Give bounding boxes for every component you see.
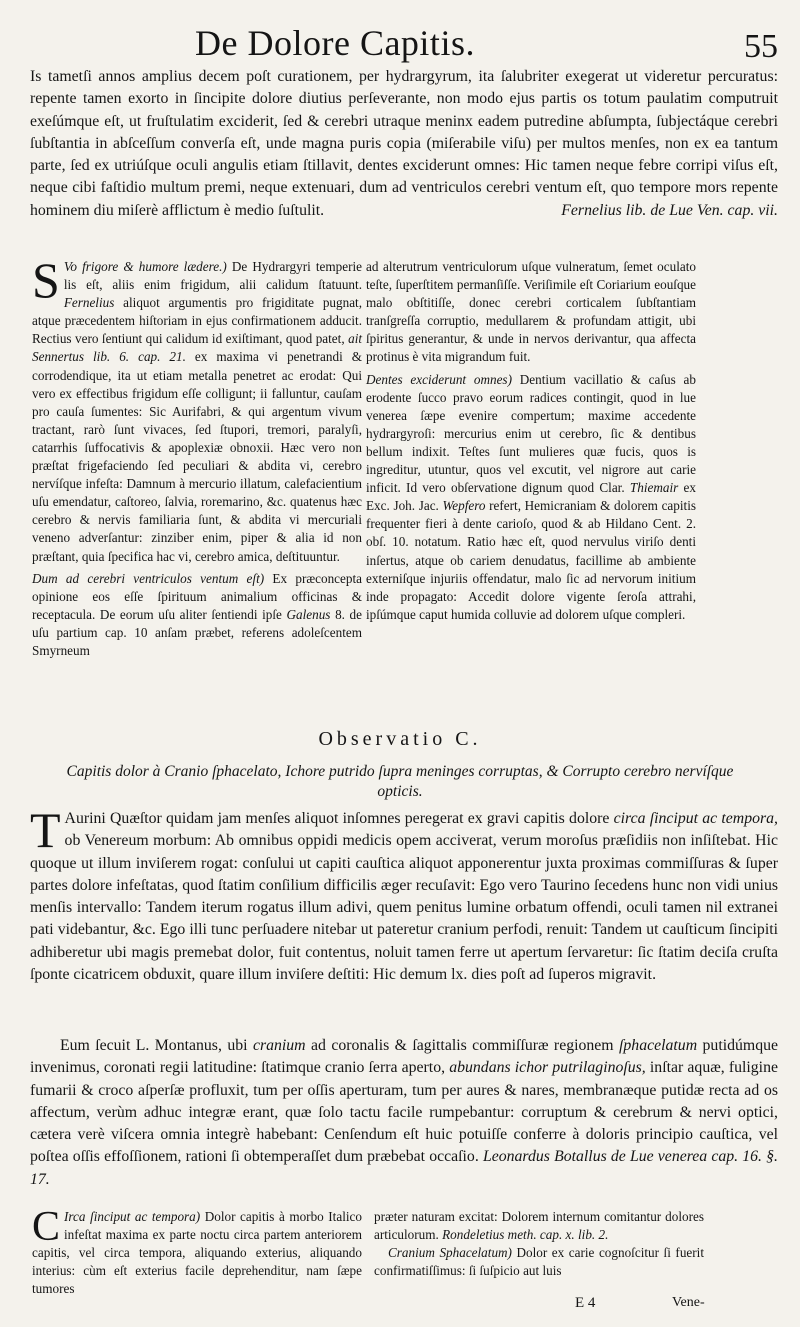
commentary-paragraph [366,371,696,624]
commentary-text: Dolor ex carie cognoſcitur ſi fuerit confirmatiſſimus: ſi ſuſpicio aut luis [374,1245,704,1278]
author-name: Thiemair [629,480,679,496]
commentary-text: Dentium vacillatio & caſus ab erodente ſucco pravo eorum radices contingit, quod in lue venerea ſæpe evenire compertum; maxime accedente hydrargyroſi: mercurius enim ut cerebro, ſic & dentibus bellum indixit. Teſtes ſunt mulieres quæ fucis, quos is ingreditur, utuntur, quos vel excutit, vel nigrore aut carie inficit. Id vero obſervatione dignum quod Clar. [366,371,696,496]
observation-text: ob Venereum morbum: Ab omnibus oppidi medicis opem acciverat, verum moroſus præſidiis non inſiſtebat. Hic quoque ut illum inviſerem rogat: conſului ut capiti cauſtica aliquot apponerentur juxta proximas commiſſuras & ſuper partes dolore infeſtatas, quod ſtatim conſilium difficilis æger recuſavit: Ego vero Taurino ſecedens hunc non vidi unius menſis intervallo: Tandem iterum rogatus illum adivi, quem penitus lumine orbatum offendi, oculi tamen nil extranei pati videbantur, &c. Ego illi tunc perſuadere nitebar ut pateretur cranium perfodi, renuit: Tandem ut cauſticum ſincipiti adhiberetur ubi magis premebat dolor, fuit contentus, noluit tamen ferre ut apertum ſervaretur: ſic ſtatim deciſa cruſta ſponte cicatricem obduxit, quare illum inviſere deſtiti: Hic demum lx. dies poſt ad ſuperos migravit. [30,832,778,984]
commentary-text: refert, Hemicraniam & dolorem capitis frequenter fieri à dente carioſo, quod & ab Hildano Cent. 2. obſ. 10. notatum. Ratio hæc eſt, quod nervulus viriſo denti inſertus, atque ob cariem denudatus, facillime ab ambiente externiſque injuriis offendatur, malo ſic ad nervorum initium inde propagato: Accedit dolore vigente ſeroſa attrahi, ipſúmque caput humida colluvie ad dolorem uſque compleri. [366,498,696,622]
commentary-text: præter naturam excitat: Dolorem internum comitantur dolores articulorum. [374,1209,704,1242]
observation-paragraph [30,802,778,986]
observation-text: Aurini Quæſtor quidam jam menſes aliquot inſomnes peregerat ex gravi capitis dolore [64,810,610,827]
commentary-left-column [32,252,363,664]
commentary-paragraph [32,252,363,566]
lemma: Dum ad cerebri ventriculos ventum eſt) [32,570,265,586]
top-paragraph [30,66,778,222]
observation-text: inſtar aquæ, fuligine fumarii & croco aſperſæ profluxit, tum per oſſis aperturam, tum per aures & nares, membranæque putidæ recta ad os affectum, verùm adhuc integræ erant, quæ ſolo tactu facile rumpebantur: corruptum & cerebrum & nervi optici, cætera verè viſcera omnia integrè habebant: Cenſendum eſt huic potuiſſe conferre à doloris principio cauſtica, vel poſtea oſſis effoſſionem, rationi ſi obtemperaſſet dum præbebat occaſio. [30,1059,778,1166]
top-paragraph-citation: Fernelius lib. de Lue Ven. cap. vii. [561,201,778,219]
observation-italic: abundans ichor putrilaginoſus, [449,1059,646,1077]
drop-cap: S [32,252,60,308]
observation-paragraph [30,1035,778,1191]
commentary-text: ad alterutrum ventriculorum uſque vulneratum, ſemet oculato teſte, ſuperſtitem permanſiſſe. Veriſimile eſt Coriarium eouſque malo obſtitiſſe, donec cerebri corticalem ſubſtantiam tranſgreſſa corruptio, medullarem & profundam attigit, ubi ſpiritus generantur, & unde in nervos derivantur, qua affecta protinus è vita migrandum fuit. [366,259,696,365]
drop-cap: C [32,1204,61,1250]
author-reference: ait Sennertus lib. 6. cap. 21. [32,331,363,365]
observation-citation: Leonardus Botallus de Lue venerea cap. 16. §. 17. [30,1148,779,1188]
commentary-paragraph [366,258,696,367]
top-paragraph-text: Is tametſi annos amplius decem poſt curationem, per hydrargyrum, ita ſalubriter exegerat ut videretur percuratus: repente tamen exorto in ſincipite dolore diutius perſeverante, non modo ejus partis os totum paulatim computruit exeſúmque eſt, ut fruſtulatim exciderit, ſed & cerebri utraque meninx eadem putredine abſumpta, ſubjectáque cerebri ſubſtantia in abſceſſum converſa eſt, unde magna puris copia (miſerabile viſu) per multos menſes, non ex ea tantum parte, ſed ex utriúſque oculi angulis etiam ſtillavit, dentes exciderunt omnes: Hic tamen neque febre corripi viſus eſt, neque cibi faſtidio multum premi, neque extenuari, dum ad ventriculos cerebri ventum eſt, quo tempore mors repente hominem diu miſerè afflictum è medio ſuſtulit. [30,68,778,219]
observation-body [30,802,778,986]
observation-text: Eum ſecuit L. Montanus, ubi [60,1037,248,1054]
page-number: 55 [744,28,778,65]
catchword: Vene- [672,1295,705,1310]
running-title: De Dolore Capitis. [195,23,475,63]
observation-italic: ſphacelatum [619,1037,698,1054]
signature-mark: E 4 [575,1295,596,1311]
lemma: Vo frigore & humore lædere.) [63,259,227,274]
commentary-text: ex maxima vi penetrandi & corrodendique, ita ut etiam metalla penetret ac erodat: Qui vero ex effectibus frigidum eſſe colligunt; ii falluntur, cauſam pro cauſa ſumentes: Sic Aurifabri, & qui argentum vivum tractant, rarò ſunt vivaces, ſed ſtupori, tremori, paralyſi, catarrhis ſuffocativis & apoplexiæ obnoxii. Hæc vero non præſtat frigefaciendo ſed peculiari & abdita vi, cerebro nervíſque infeſta: Damnum à mercurio illatum, calefacientium uſu emendatur, caſtoreo, ſalvia, roremarino, &c. quatenus hæc cerebro & nervis familiaria ſunt, & abdita vi mercuriali veneno adverſantur: zinziber enim, piper & alia id non præſtant, quia ſpecifica hac vi, cerebro amica, deſtituuntur. [32,349,362,564]
page-header [0,14,800,70]
observation-subtitle: Capitis dolor à Cranio ſphacelato, Ichore putrido ſupra meninges corruptas, & Corrupto cerebro nervíſque opticis. [66,763,734,800]
lemma: Cranium Sphacelatum) [388,1245,512,1260]
observation-body-2 [30,1035,778,1191]
lemma: Irca ſinciput ac tempora) [64,1209,201,1224]
lemma: Dentes exciderunt omnes) [366,371,512,387]
citation: Rondeletius meth. cap. x. lib. 2. [442,1227,609,1242]
observation-text: ad coronalis & ſagittalis commiſſuræ regionem [311,1037,614,1054]
footer-right-column [374,1208,704,1280]
commentary-text: Ex præconcepta opinione eos eſſe ſpirituum animalium officinas & receptacula. De eorum uſu aliter ſentiendi ipſe [32,570,363,622]
author-name: Galenus [286,606,331,622]
commentary-text: 8. de uſu partium cap. 10 anſam præbet, referens adoleſcentem Smyrneum [32,606,363,658]
commentary-right-column [366,258,696,628]
commentary-paragraph [374,1244,704,1280]
drop-cap: T [30,802,61,858]
commentary-text: ex Exc. Joh. Jac. [366,480,696,514]
commentary-paragraph [32,1204,362,1298]
commentary-paragraph [32,570,362,660]
observation-italic: cranium [252,1037,306,1054]
commentary-text: aliquot argumentis pro frigiditate pugnat, atque præcedentem hiſtoriam in ejus confirmationem adducit. Rectius vero ſentiunt qui calidum id exiſtimant, quod patet, [32,295,363,347]
observation-text: putidúmque invenimus, coronati regii latitudine: ſtatimque cranio ſerra aperto, [30,1037,778,1077]
author-name: Wepfero [442,498,486,514]
observation-italic: circa ſinciput ac tempora, [613,810,778,827]
commentary-text: Dolor capitis à morbo Italico infeſtat maxima ex parte noctu circa partem anteriorem capitis, vel circa tempora, aliquando exterius, aliquando interius: cùm eſt exterius facile deprehenditur, nam ſæpe tumores [32,1209,362,1296]
author-name: Fernelius [63,295,115,311]
commentary-paragraph [374,1208,704,1244]
commentary-text: De Hydrargyri temperie lis eſt, aliis enim frigidum, alii calidum ſtatuunt. [63,259,363,293]
footer-left-column [32,1204,362,1298]
observation-title: Observatio C. [318,728,482,750]
